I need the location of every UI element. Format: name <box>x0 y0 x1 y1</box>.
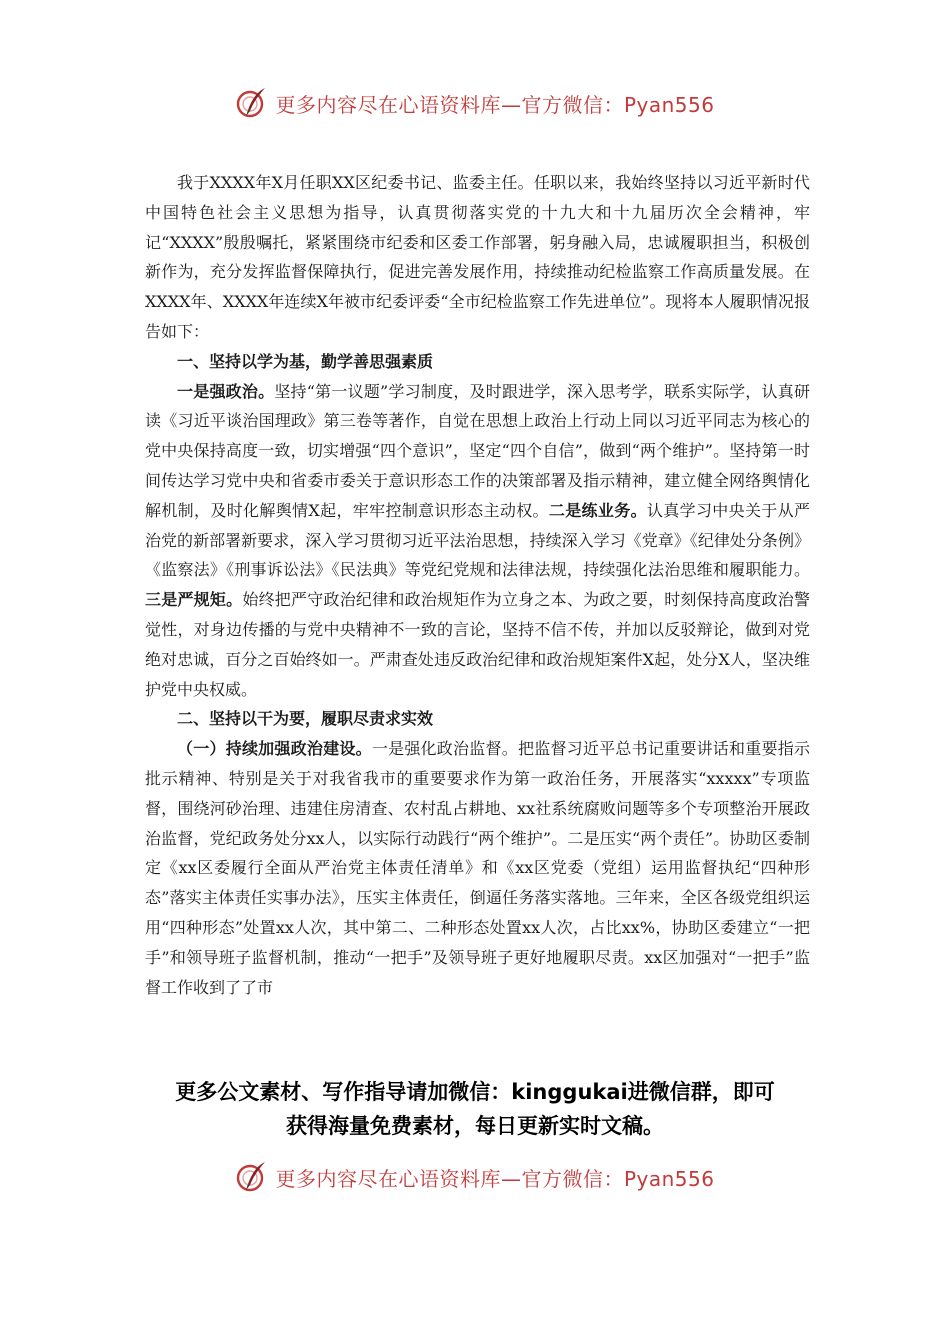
section-heading-2: 二、坚持以干为要，履职尽责求实效 <box>177 709 434 729</box>
point-text-rules: 始终把严守政治纪律和政治规矩作为立身之本、为政之要，时刻保持高度政治警觉性，对身边传播的与党中央精神不一致的言论，坚持不信不传，并加以反驳辩论，做到对党绝对忠诚，百分之百始终如一。严肃查处违反政治纪律和政治规矩案件X起，处分X人，坚决维护党中央权威。 <box>145 590 810 699</box>
subsection-text-political-building: 一是强化政治监督。把监督习近平总书记重要讲话和重要指示批示精神、特别是关于对我省我市的重要要求作为第一政治任务，开展落实“xxxxx”专项监督，围绕河砂治理、违建住房清查、农村乱占耕地、xx社系统腐败问题等多个专项整治开展政治监督，党纪政务处分xx人，以实际行动践行“两个维护”。二是压实“两个责任”。协助区委制定《xx区委履行全面从严治党主体责任清单》和《xx区党委（党组）运用监督执纪“四种形态”落实主体责任实事办法》，压实主体责任，倒逼任务落实落地。三年来，全区各级党组织运用“四种形态”处置xx人次，其中第二、二种形态处置xx人次，占比xx%，协助区委建立“一把手”和领导班子监督机制，推动“一把手”及领导班子更好地履职尽责。xx区加强对“一把手”监督工作收到了了市 <box>145 739 810 997</box>
banner-text: 更多内容尽在心语资料库—官方微信：Pyan556 <box>275 1166 715 1191</box>
subsection-lead-political-building: （一）持续加强政治建设。 <box>177 739 372 759</box>
intro-paragraph: 我于XXXX年X月任职XX区纪委书记、监委主任。任职以来，我始终坚持以习近平新时代中国特色社会主义思想为指导，认真贯彻落实党的十九大和十九届历次全会精神，牢记“XXXX”殷殷嘱托，紧紧围绕市纪委和区委工作部署，躬身融入局，忠诚履职担当，积极创新作为，充分发挥监督保障执行，促进完善发展作用，持续推动纪检监察工作高质量发展。在XXXX年、XXXX年连续X年被市纪委评委“全市纪检监察工作先进单位”。现将本人履职情况报告如下： <box>145 173 810 341</box>
section1-paragraph <box>145 377 810 705</box>
point-text-politics: 坚持“第一议题”学习制度，及时跟进学，深入思考学，联系实际学，认真研读《习近平谈治国理政》第三卷等著作，自觉在思想上政治上行动上同以习近平同志为核心的党中央保持高度一致，切实增强“四个意识”，坚定“四个自信”，做到“两个维护”。坚持第一时间传达学习党中央和省委市委关于意识形态工作的决策部署及指示精神，建立健全网络舆情化解机制，及时化解舆情X起，牢牢控制意识形态主动权。 <box>145 381 810 520</box>
footer-banner <box>0 1157 950 1197</box>
section2-paragraph <box>145 734 810 1002</box>
point-text-business: 认真学习中央关于从严治党的新部署新要求，深入学习贯彻习近平法治思想，持续深入学习《党章》《纪律处分条例》《监察法》《刑事诉讼法》《民法典》等党纪党规和法律法规，持续强化法治思维和履职能力。 <box>145 500 810 580</box>
point-lead-business: 二是练业务。 <box>548 500 647 520</box>
point-lead-politics: 一是强政治。 <box>177 381 275 401</box>
report-body <box>145 168 810 1002</box>
quill-pen-logo-icon <box>235 1160 269 1194</box>
promo-line-2: 获得海量免费素材，每日更新实时文稿。 <box>286 1114 664 1138</box>
promo-line-1: 更多公文素材、写作指导请加微信：kinggukai进微信群，即可 <box>175 1080 775 1104</box>
header-banner <box>0 83 950 123</box>
banner-text: 更多内容尽在心语资料库—官方微信：Pyan556 <box>275 92 715 117</box>
point-lead-rules: 三是严规矩。 <box>145 590 243 610</box>
quill-pen-logo-icon <box>235 86 269 120</box>
promo-notice <box>0 1075 950 1143</box>
section-heading-1: 一、坚持以学为基，勤学善思强素质 <box>177 351 434 371</box>
